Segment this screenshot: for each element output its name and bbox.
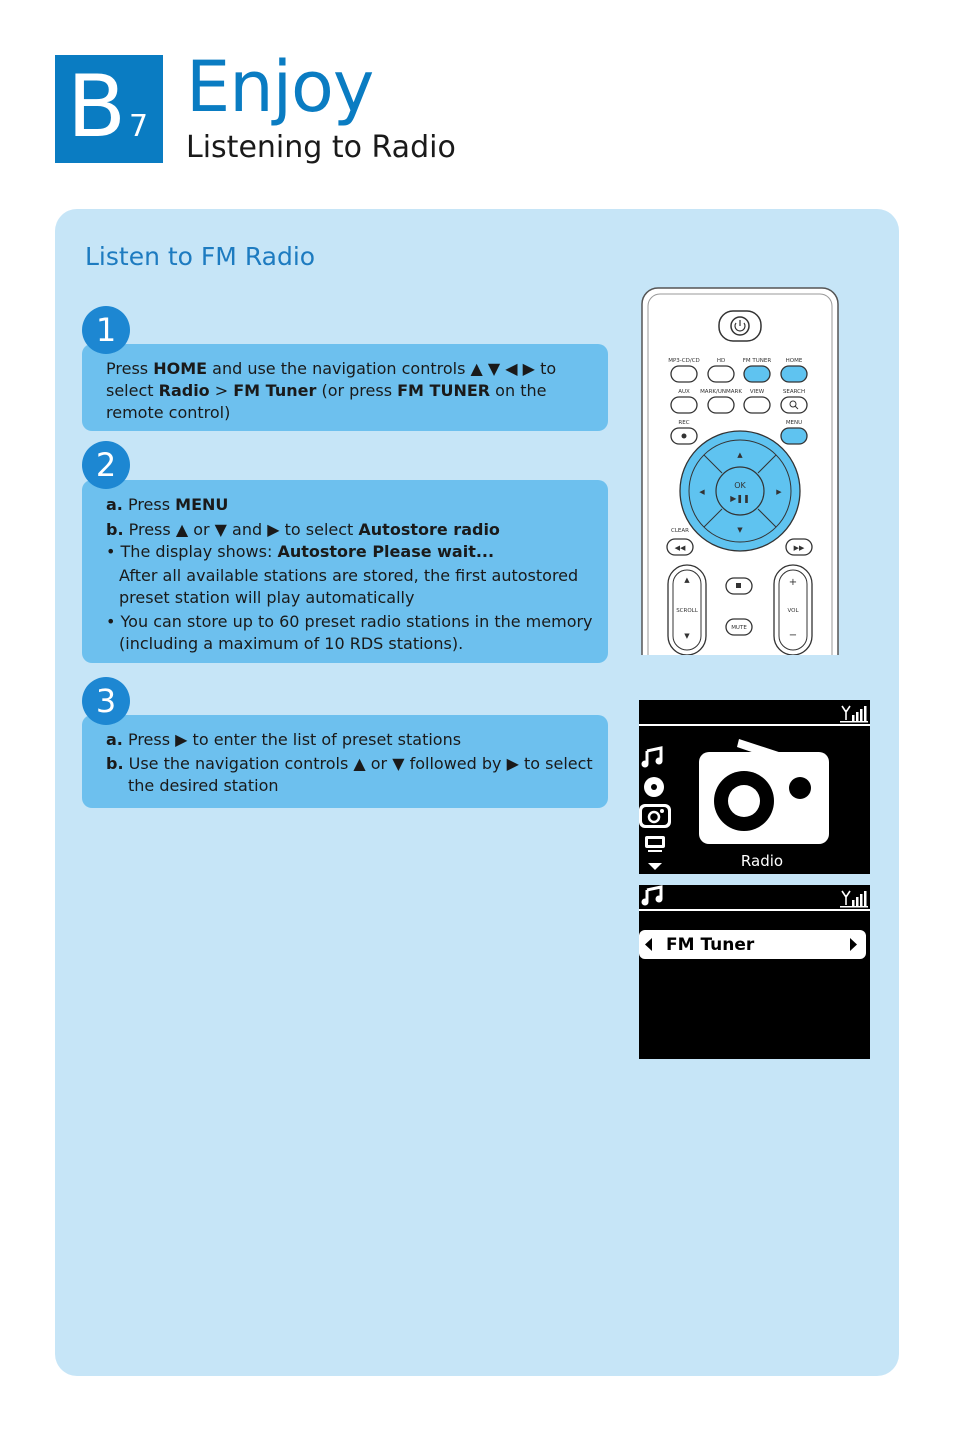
step-1-number: 1 — [82, 306, 130, 354]
step-2-number: 2 — [82, 441, 130, 489]
label-view: VIEW — [749, 389, 765, 395]
display-screen-radio — [639, 700, 870, 874]
display-screen-fm-tuner — [639, 885, 870, 1059]
volume-down-icon: − — [788, 630, 798, 641]
fm-tuner-button[interactable] — [744, 366, 770, 382]
label-fm-tuner: FM TUNER — [742, 358, 772, 364]
ok-button[interactable] — [716, 467, 764, 515]
view-button[interactable] — [744, 397, 770, 413]
skip-forward-icon: ▶▶ — [793, 544, 805, 552]
label-ok: OK — [734, 481, 746, 490]
step-1-text: Press HOME and use the navigation controls ▲ ▼ ◀ ▶ to select Radio > FM Tuner (or press FM TUNER on the remote control) — [106, 359, 557, 422]
step-3-a: a. Press ▶ to enter the list of preset stations — [106, 730, 462, 749]
hd-button[interactable] — [708, 366, 734, 382]
label-vol: VOL — [787, 608, 799, 614]
nav-right-icon: ▶ — [776, 488, 782, 496]
power-button[interactable] — [719, 311, 761, 341]
label-scroll: SCROLL — [676, 608, 698, 614]
next-button[interactable] — [786, 539, 812, 555]
step-2-bullet-2: • You can store up to 60 preset radio stations in the memory (including a maximum of 10 RDS stations). — [106, 612, 593, 653]
record-icon — [682, 434, 687, 439]
step-3-b: b. Use the navigation controls ▲ or ▼ followed by ▶ to select the desired station — [106, 754, 593, 795]
menu-button[interactable] — [781, 428, 807, 444]
label-rec: REC — [678, 420, 690, 426]
radio-icon — [639, 804, 671, 828]
label-home: HOME — [785, 358, 803, 364]
chapter-badge — [55, 55, 163, 163]
remote-control-illustration — [638, 286, 842, 655]
skip-back-icon: ◀◀ — [674, 544, 686, 552]
scroll-rocker[interactable] — [668, 565, 706, 655]
nav-down-icon: ▼ — [737, 526, 743, 534]
rec-button[interactable] — [671, 428, 697, 444]
mp3cd-button[interactable] — [671, 366, 697, 382]
fm-tuner-screen-svg — [639, 885, 870, 1059]
aux-button[interactable] — [671, 397, 697, 413]
label-mark-unmark: MARK/UNMARK — [700, 389, 742, 395]
step-2-a: a. Press MENU — [106, 495, 229, 514]
step-2-bullet-1: • The display shows: Autostore Please wait... — [106, 542, 495, 561]
label-aux: AUX — [678, 389, 690, 395]
stop-button[interactable] — [726, 578, 752, 594]
scroll-up-icon: ▲ — [684, 576, 690, 584]
step-3-box — [82, 715, 608, 808]
step-2-b: b. Press ▲ or ▼ and ▶ to select Autostore radio — [106, 520, 500, 539]
nav-left-icon: ◀ — [699, 488, 705, 496]
step-3-number: 3 — [82, 677, 130, 725]
label-hd: HD — [716, 358, 726, 364]
nav-up-icon: ▲ — [737, 451, 743, 459]
mute-button[interactable] — [726, 619, 752, 635]
label-mp3cd: MP3-CD/CD — [668, 358, 700, 364]
label-search: SEARCH — [782, 389, 806, 395]
step-2-box — [82, 480, 608, 663]
navigation-pad[interactable] — [680, 431, 800, 551]
play-pause-icon: ▶❚❚ — [730, 494, 750, 503]
label-clear: CLEAR — [671, 528, 689, 534]
stop-icon — [736, 583, 741, 588]
radio-large-icon — [699, 739, 829, 844]
mark-unmark-button[interactable] — [708, 397, 734, 413]
radio-screen-svg — [639, 700, 870, 874]
search-button[interactable] — [781, 397, 807, 413]
remote-control-svg — [638, 286, 842, 655]
fm-tuner-item-label: FM Tuner — [666, 935, 755, 955]
page-title: Enjoy — [186, 46, 374, 128]
step-2-bullet-1-cont: After all available stations are stored, the first autostored preset station will play automatically — [119, 566, 579, 607]
home-button[interactable] — [781, 366, 807, 382]
scroll-down-icon: ▼ — [684, 632, 690, 640]
volume-up-icon: + — [788, 577, 798, 588]
previous-button[interactable] — [667, 539, 693, 555]
label-menu: MENU — [785, 420, 803, 426]
disc-icon — [644, 777, 664, 797]
chapter-badge-letter: B — [67, 57, 126, 157]
page-subtitle: Listening to Radio — [186, 130, 456, 165]
section-title: Listen to FM Radio — [85, 242, 316, 271]
step-1-box — [82, 344, 608, 431]
volume-rocker[interactable] — [774, 565, 812, 655]
chapter-badge-number: 7 — [129, 109, 149, 144]
screen-caption: Radio — [740, 852, 784, 870]
label-mute: MUTE — [731, 625, 747, 631]
